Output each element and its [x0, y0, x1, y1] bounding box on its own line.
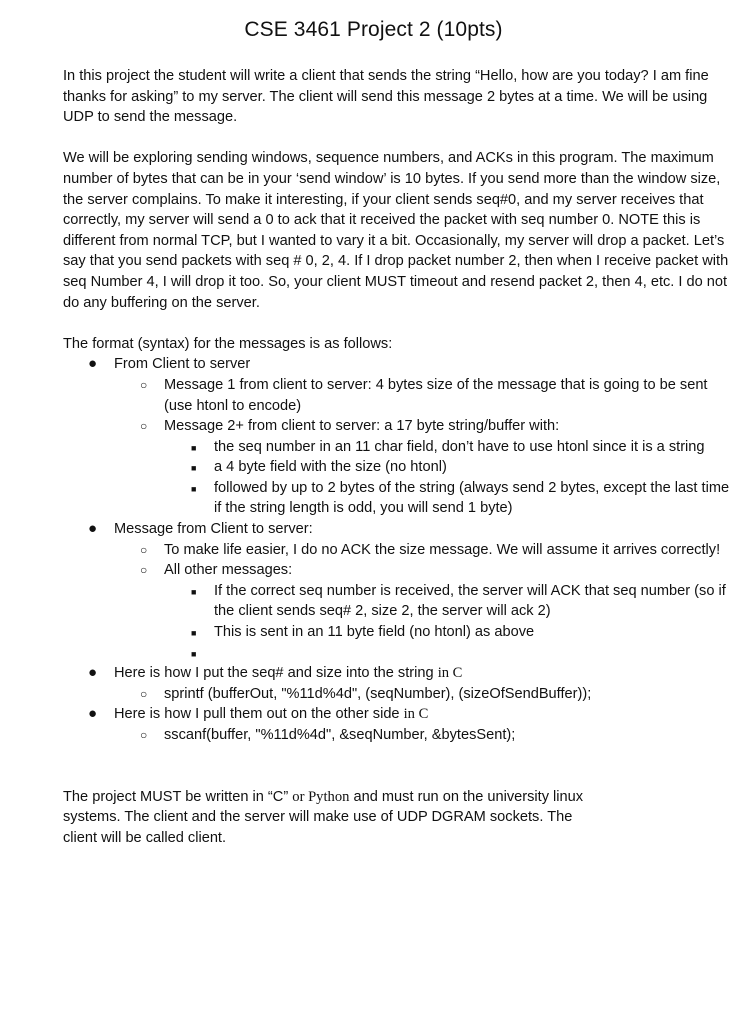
bullet-dot-icon: ●: [88, 705, 98, 723]
bullet-square-icon: ■: [191, 586, 197, 597]
bullet-no-ack: ○ To make life easier, I do no ACK the size message. We will assume it arrives correctly!: [63, 540, 735, 561]
bullet-put-seq: ● Here is how I put the seq# and size into the string in C: [63, 663, 735, 684]
bullet-empty: [63, 643, 735, 664]
bullet-circle-icon: ○: [140, 542, 148, 557]
document-body: [63, 66, 735, 849]
bullet-pull-out: ● Here is how I pull them out on the other side in C: [63, 704, 735, 725]
bullet-ack-rule: ■ If the correct seq number is received, the server will ACK that seq number (so if the client sends seq# 2, size 2, the server will ack 2): [191, 582, 726, 620]
bullet-message-2: ○ Message 2+ from client to server: a 17 byte string/buffer with:: [63, 416, 735, 437]
windows-paragraph: We will be exploring sending windows, sequence numbers, and ACKs in this program. The maximum number of bytes that can be in your ‘send window’ is 10 bytes. If you send more than the window size, the server complains. To make it interesting, if your client sends seq#0, and my server receives that correctly, my server will send a 0 to ack that it received the packet with seq number 0. NOTE this is different from normal TCP, but I wanted to vary it a bit. Occasionally, my server will drop a packet. Let’s say that you send packets with seq # 0, 2, 4. If I drop packet number 2, then when I receive packet with seq Number 4, I will drop it too. So, your client MUST timeout and resend packet 2, then 4, etc. I do not do any buffering on the server.: [63, 150, 729, 311]
bullet-size-field: ■ a 4 byte field with the size (no htonl): [63, 457, 735, 478]
closing-paragraph: The project MUST be written in “C” or Python and must run on the university linux systems. The client and the server will make use of UDP DGRAM sockets. The client will be called client.: [63, 788, 584, 846]
bullet-circle-icon: ○: [140, 686, 148, 701]
bullet-payload-field: ■ followed by up to 2 bytes of the string (always send 2 bytes, except the last time if the string length is odd, you will send 1 byte): [191, 479, 730, 517]
bullet-dot-icon: ●: [88, 520, 98, 538]
bullet-sprintf-code: ○ sprintf (bufferOut, "%11d%4d", (seqNumber), (sizeOfSendBuffer));: [63, 684, 735, 705]
format-heading: The format (syntax) for the messages is as follows:: [63, 335, 393, 352]
bullet-dot-icon: ●: [88, 664, 98, 682]
bullet-square-icon: ■: [191, 628, 197, 639]
bullet-circle-icon: ○: [140, 728, 148, 742]
bullet-circle-icon: ○: [140, 419, 148, 434]
bullet-sscanf-code: ○ sscanf(buffer, "%11d%4d", &seqNumber, &bytesSent);: [63, 725, 735, 746]
intro-paragraph: In this project the student will write a client that sends the string “Hello, how are you today? I am fine thanks for asking” to my server. The client will send this message 2 bytes at a time. We will be using UDP to send the message.: [63, 68, 709, 126]
bullet-message-1: ○ Message 1 from client to server: 4 bytes size of the message that is going to be sent (use htonl to encode): [140, 376, 708, 414]
bullet-seq-field: ■ the seq number in an 11 char field, don’t have to use htonl since it is a string: [63, 437, 735, 458]
bullet-all-other: ○ All other messages:: [63, 560, 735, 581]
bullet-dot-icon: ●: [88, 355, 98, 373]
bullet-ack-field: ■ This is sent in an 11 byte field (no htonl) as above: [63, 622, 735, 643]
bullet-circle-icon: ○: [140, 563, 148, 578]
bullet-circle-icon: ○: [140, 377, 148, 392]
bullet-square-icon: ■: [191, 463, 197, 474]
bullet-square-icon: ■: [191, 442, 197, 453]
bullet-client-to-server: ● From Client to server: [63, 354, 735, 375]
bullet-square-icon: ■: [191, 483, 197, 494]
bullet-message-from-client: ● Message from Client to server:: [63, 519, 735, 540]
bullet-square-icon: ■: [191, 648, 197, 659]
page-title: CSE 3461 Project 2 (10pts): [244, 18, 503, 41]
